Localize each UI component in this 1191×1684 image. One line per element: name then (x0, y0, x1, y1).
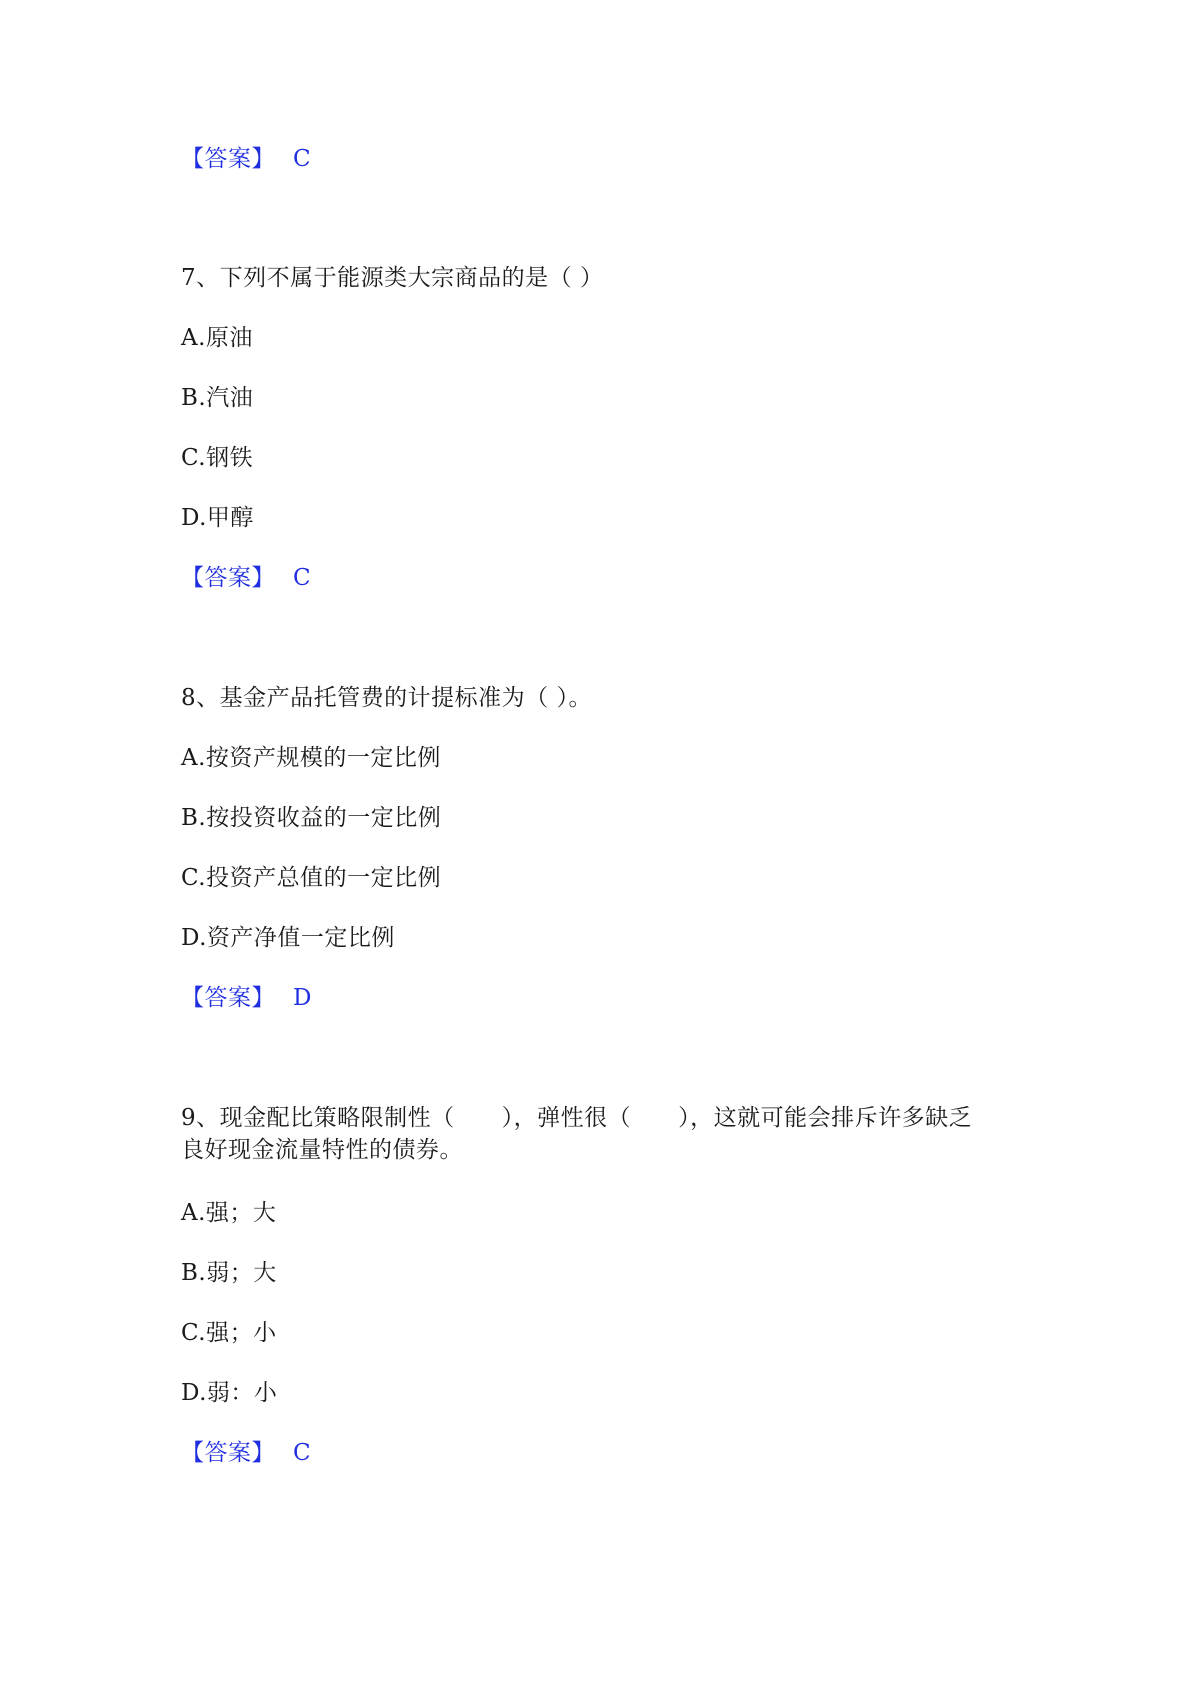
question-9-stem-line1: 9、现金配比策略限制性（ ），弹性很（ ），这就可能会排斥许多缺乏 (181, 1105, 973, 1131)
question-7-option-a: A.原油 (181, 325, 253, 351)
question-9-stem-line2: 良好现金流量特性的债券。 (181, 1137, 463, 1163)
question-9-answer (181, 1438, 311, 1468)
question-9-option-d: D.弱：小 (181, 1380, 278, 1406)
question-8-option-b: B.按投资收益的一定比例 (181, 805, 442, 831)
answer-value: D (293, 985, 312, 1011)
answer-label: 【答案】 (181, 1440, 275, 1466)
question-8-option-a: A.按资产规模的一定比例 (181, 745, 441, 771)
answer-value: C (293, 565, 312, 591)
answer-value: C (293, 146, 312, 172)
question-9-option-c: C.强；小 (181, 1320, 277, 1346)
answer-value: C (293, 1440, 312, 1466)
question-7-stem: 7、下列不属于能源类大宗商品的是（ ） (181, 265, 604, 291)
question-7-answer (181, 563, 311, 593)
answer-line-prev (181, 144, 311, 174)
question-7-option-c: C.钢铁 (181, 445, 254, 471)
question-8-stem: 8、基金产品托管费的计提标准为（ ）。 (181, 685, 592, 711)
answer-label: 【答案】 (181, 985, 275, 1011)
answer-label: 【答案】 (181, 565, 275, 591)
question-8-answer (181, 983, 312, 1013)
question-7-option-d: D.甲醇 (181, 505, 254, 531)
question-7-option-b: B.汽油 (181, 385, 254, 411)
question-8-option-d: D.资产净值一定比例 (181, 925, 395, 951)
answer-label: 【答案】 (181, 146, 275, 172)
question-9-option-a: A.强；大 (181, 1200, 277, 1226)
question-9-option-b: B.弱；大 (181, 1260, 277, 1286)
question-8-option-c: C.投资产总值的一定比例 (181, 865, 442, 891)
